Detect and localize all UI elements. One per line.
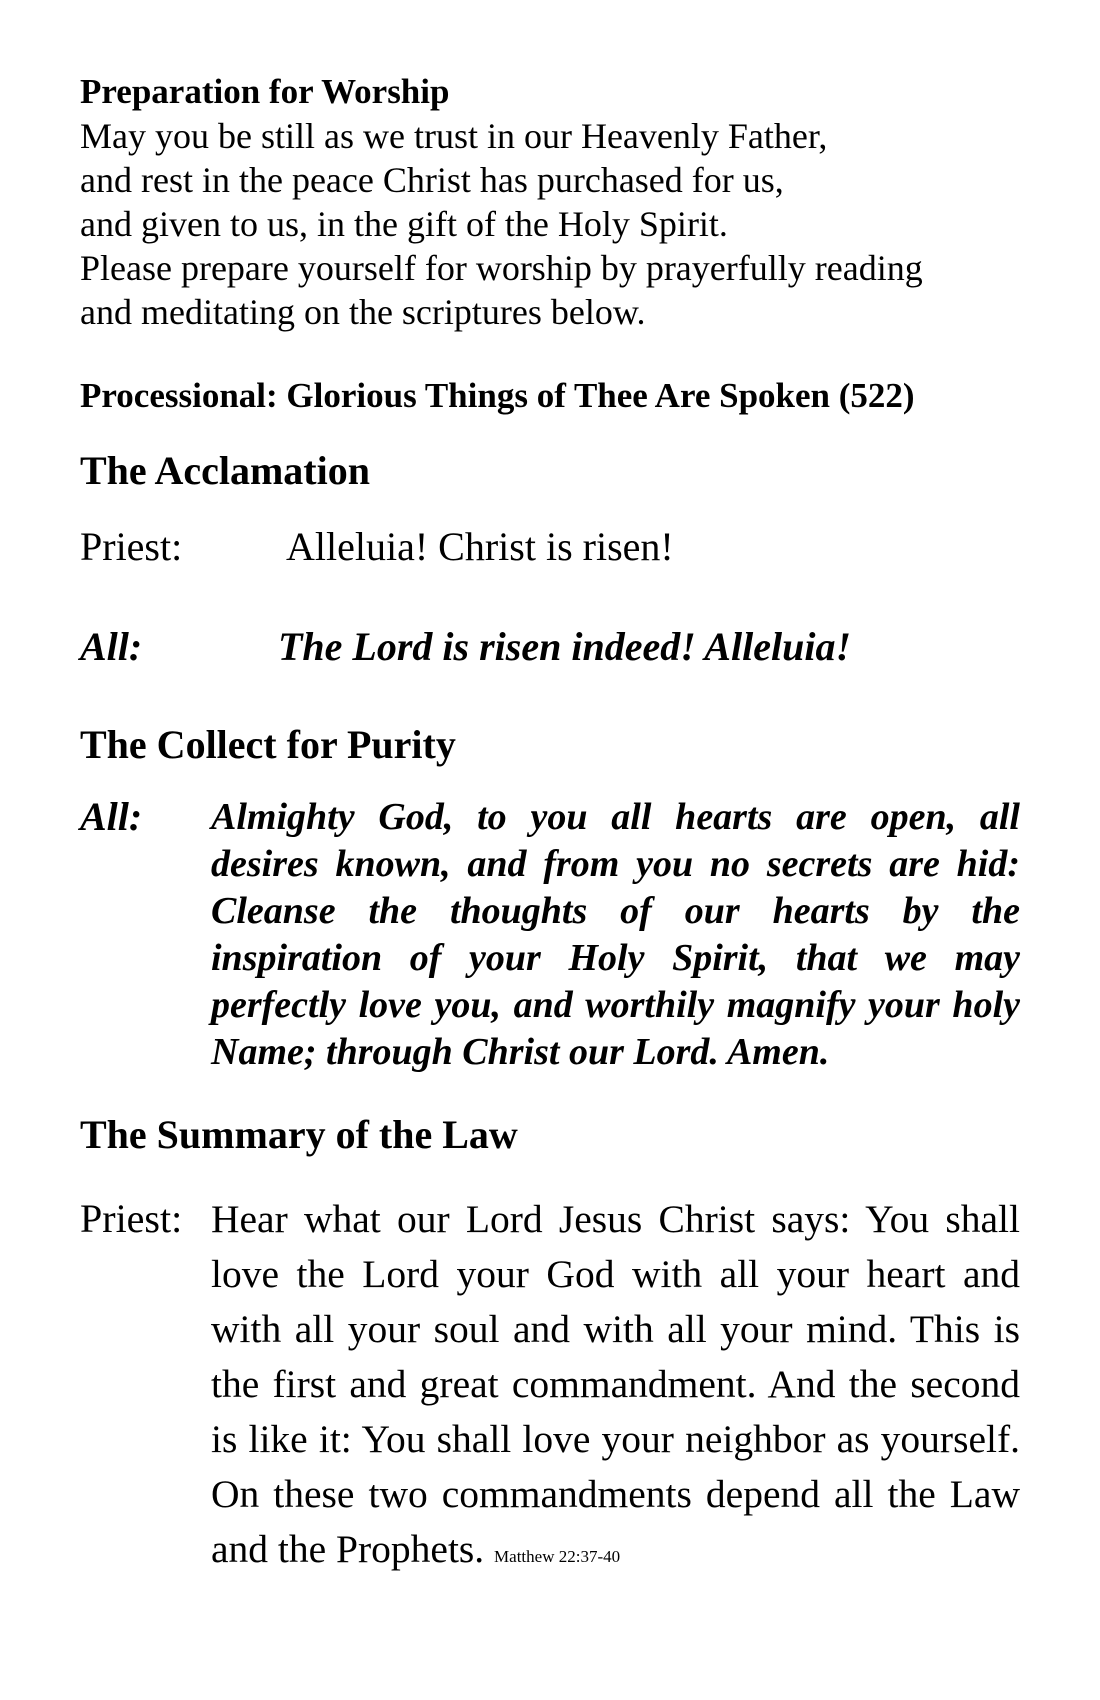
- preparation-line: May you be still as we trust in our Heavenly Father,: [80, 116, 828, 156]
- preparation-line: and meditating on the scriptures below.: [80, 292, 646, 332]
- acclamation-priest-text: Alleluia! Christ is risen!: [286, 524, 674, 569]
- preparation-line: Please prepare yourself for worship by prayerfully reading: [80, 248, 923, 288]
- preparation-line: and rest in the peace Christ has purchased for us,: [80, 160, 784, 200]
- preparation-body: [80, 114, 923, 334]
- acclamation-all-text: The Lord is risen indeed! Alleluia!: [278, 624, 852, 669]
- preparation-line: and given to us, in the gift of the Holy Spirit.: [80, 204, 728, 244]
- summary-priest-label: Priest:: [80, 1196, 183, 1241]
- collect-prayer-text: Almighty God, to you all hearts are open, all desires known, and from you no secrets are hid: Cleanse the thoughts of our hearts by the inspiration of your Holy Spirit, that we may perfectly love you, and worthily magnify your holy Name; through Christ our Lord. Amen.: [211, 796, 1020, 1073]
- summary-law-body: Hear what our Lord Jesus Christ says: You shall love the Lord your God with all your heart and with all your soul and with all your mind. This is the first and great commandment. And the second is like it: You shall love your neighbor as yourself. On these two commandments depend all the Law and the Prophets.: [211, 1197, 1020, 1571]
- preparation-heading: Preparation for Worship: [80, 72, 450, 111]
- collect-all-label: All:: [80, 794, 143, 839]
- collect-heading: The Collect for Purity: [80, 722, 456, 767]
- summary-heading: The Summary of the Law: [80, 1112, 518, 1157]
- scripture-citation: Matthew 22:37-40: [494, 1547, 621, 1566]
- bulletin-page: [80, 0, 1020, 1700]
- acclamation-all-label: All:: [80, 624, 143, 669]
- summary-law-text: [211, 1192, 1020, 1577]
- processional-hymn: Processional: Glorious Things of Thee Are Spoken (522): [80, 376, 915, 415]
- acclamation-heading: The Acclamation: [80, 448, 370, 493]
- acclamation-priest-label: Priest:: [80, 524, 183, 569]
